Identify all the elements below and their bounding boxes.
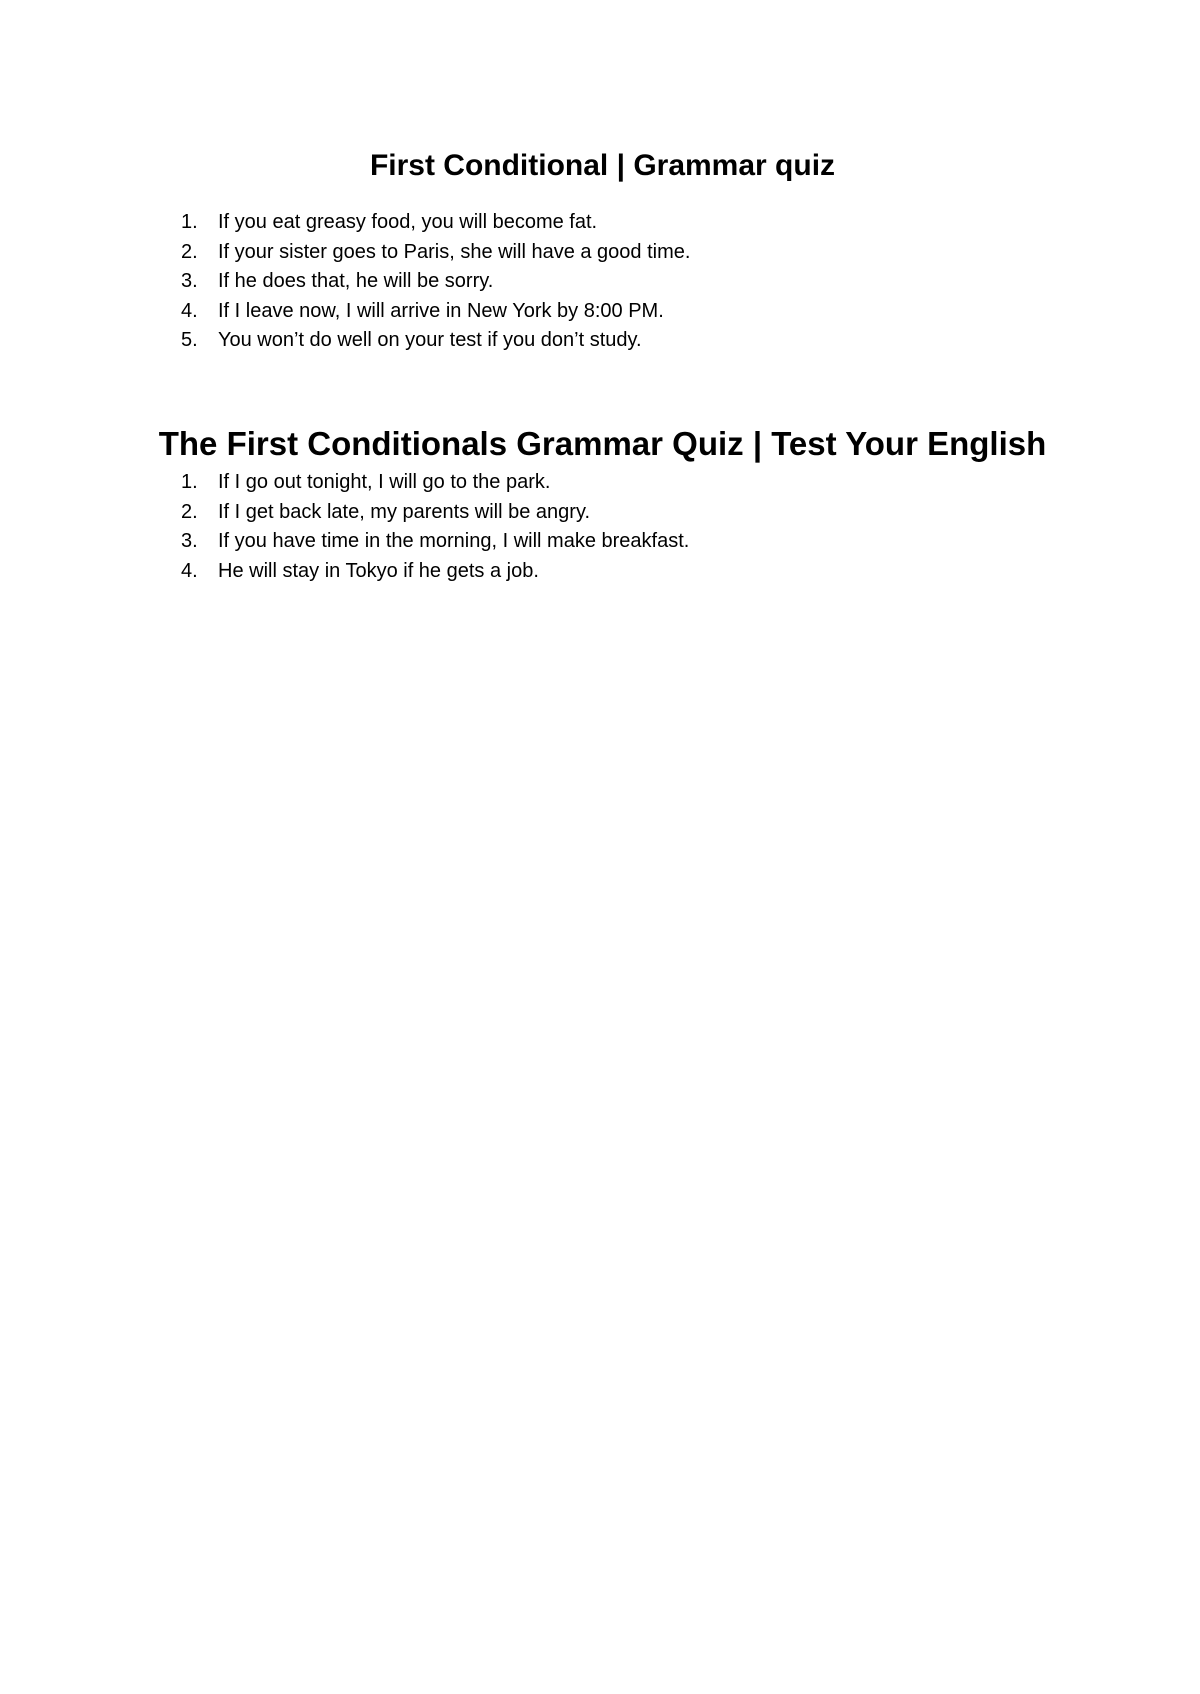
item-text: If I get back late, my parents will be angry. [218,500,591,523]
item-text: If your sister goes to Paris, she will have a good time. [218,240,691,263]
list-item [0,326,1200,356]
item-number: 1. [181,211,198,233]
item-text: If I go out tonight, I will go to the park. [218,471,551,493]
item-text: If he does that, he will be sorry. [218,270,494,292]
item-number: 5. [181,329,198,351]
item-number: 2. [181,240,198,263]
item-number: 2. [181,500,198,523]
section-title: The First Conditionals Grammar Quiz | Test Your English [158,425,1047,462]
list-item [0,238,1200,268]
item-number: 1. [181,471,198,493]
question-list [0,208,1200,356]
list-item [0,267,1200,297]
item-number: 4. [181,559,198,582]
quiz-section-test-your-english [0,423,1200,586]
item-text: If I leave now, I will arrive in New York by 8:00 PM. [218,299,664,322]
list-item [0,557,1200,587]
item-text: If you have time in the morning, I will make breakfast. [218,530,690,552]
quiz-section-first-conditional [0,146,1200,356]
list-item [0,468,1200,498]
question-list [0,468,1200,586]
section-title: First Conditional | Grammar quiz [369,149,836,182]
list-item [0,498,1200,528]
item-text: You won’t do well on your test if you don’t study. [218,329,642,351]
list-item [0,297,1200,327]
item-number: 3. [181,530,198,552]
item-number: 3. [181,270,198,292]
list-item [0,527,1200,557]
list-item [0,208,1200,238]
item-text: He will stay in Tokyo if he gets a job. [218,559,539,582]
item-number: 4. [181,299,198,322]
item-text: If you eat greasy food, you will become fat. [218,211,598,233]
